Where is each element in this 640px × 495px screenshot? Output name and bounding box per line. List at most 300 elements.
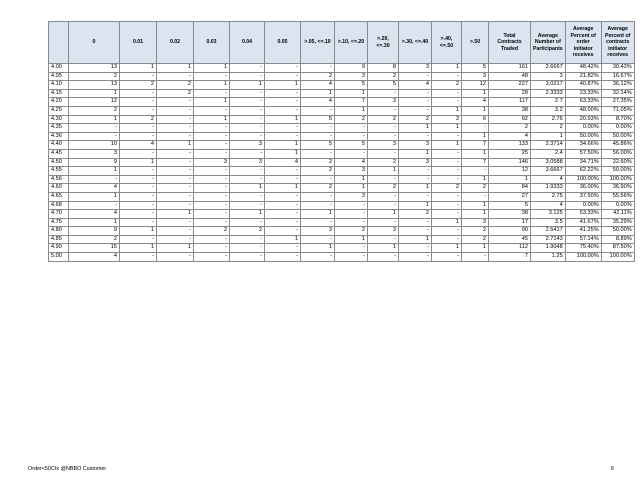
table-cell: 1 (462, 210, 489, 219)
table-cell: 1 (489, 175, 531, 184)
table-cell: - (301, 64, 335, 73)
column-header: 0.01 (120, 22, 157, 64)
table-cell: - (368, 124, 399, 133)
table-cell: - (120, 89, 157, 98)
table-cell: - (157, 149, 194, 158)
table-cell: 100.00% (601, 175, 634, 184)
table-cell: - (194, 218, 230, 227)
table-cell: 90 (489, 227, 531, 236)
table-cell: - (462, 124, 489, 133)
table-cell: - (230, 64, 265, 73)
table-cell: - (432, 98, 462, 107)
table-row (49, 89, 635, 98)
table-cell: 1 (265, 141, 301, 150)
table-cell: - (230, 89, 265, 98)
table-cell: - (194, 253, 230, 262)
table-cell: 34.71% (565, 158, 601, 167)
table-cell: 84 (489, 184, 531, 193)
header-row (49, 22, 635, 64)
table-cell: 36.00% (565, 184, 601, 193)
table-cell: - (265, 227, 301, 236)
row-label-cell: 4.00 (49, 64, 69, 73)
table-cell: - (230, 218, 265, 227)
table-cell: 2 (194, 227, 230, 236)
table-cell: - (157, 192, 194, 201)
table-cell: 87.50% (601, 244, 634, 253)
table-cell: - (120, 167, 157, 176)
table-cell: 57.50% (565, 149, 601, 158)
table-row (49, 210, 635, 219)
row-label-cell: 4.30 (49, 115, 69, 124)
table-cell: 7 (462, 158, 489, 167)
table-cell: 75.40% (565, 244, 601, 253)
table-cell: - (69, 175, 120, 184)
table-cell: 100.00% (601, 253, 634, 262)
table-cell: 1 (69, 89, 120, 98)
table-cell: 42.11% (601, 210, 634, 219)
table-cell: - (157, 98, 194, 107)
table-cell: - (432, 210, 462, 219)
table-cell: 3 (194, 158, 230, 167)
row-label-cell: 4.36 (49, 132, 69, 141)
table-cell: 40.87% (565, 81, 601, 90)
table-cell: 37.50% (565, 192, 601, 201)
table-header (49, 22, 635, 64)
table-cell: 1 (265, 184, 301, 193)
table-cell: - (265, 201, 301, 210)
table-cell: 1 (335, 175, 368, 184)
table-cell: 12 (69, 98, 120, 107)
table-cell: 4 (335, 158, 368, 167)
table-cell: - (368, 253, 399, 262)
table-cell: 3.5 (531, 218, 566, 227)
table-cell: 3 (335, 72, 368, 81)
table-cell: 3.0588 (531, 158, 566, 167)
table-cell: 4 (69, 210, 120, 219)
row-label-cell: 4.35 (49, 124, 69, 133)
table-cell: - (399, 89, 432, 98)
table-cell: 1.9048 (531, 244, 566, 253)
table-cell: - (335, 149, 368, 158)
table-cell: - (265, 253, 301, 262)
table-cell: - (157, 218, 194, 227)
table-cell: 2 (432, 81, 462, 90)
table-cell: 32.14% (601, 89, 634, 98)
table-cell: - (265, 106, 301, 115)
table-cell: 2 (120, 115, 157, 124)
table-cell: 227 (489, 81, 531, 90)
table-cell: 2 (301, 167, 335, 176)
table-cell: 2.3714 (531, 141, 566, 150)
table-cell: 3 (399, 141, 432, 150)
table-cell: 1 (432, 106, 462, 115)
table-cell: 3 (335, 192, 368, 201)
table-cell: 1 (399, 184, 432, 193)
table-cell: - (432, 132, 462, 141)
table-cell: 2 (69, 72, 120, 81)
table-cell: 57.14% (565, 235, 601, 244)
table-cell: 4 (265, 158, 301, 167)
table-cell: - (69, 132, 120, 141)
table-cell: - (157, 124, 194, 133)
table-cell: 17 (489, 218, 531, 227)
table-cell: - (432, 149, 462, 158)
table-cell: - (301, 175, 335, 184)
table-cell: - (230, 167, 265, 176)
table-cell: 2.7143 (531, 235, 566, 244)
table-cell: 2.6667 (531, 64, 566, 73)
row-label-cell: 4.20 (49, 98, 69, 107)
table-cell: - (120, 201, 157, 210)
table-cell: 1 (531, 132, 566, 141)
column-header (49, 22, 69, 64)
table-cell: - (368, 106, 399, 115)
table-cell: - (265, 218, 301, 227)
table-cell: 50.00% (601, 132, 634, 141)
table-cell: - (120, 235, 157, 244)
table-cell: 1 (265, 235, 301, 244)
row-label-cell: 4.68 (49, 201, 69, 210)
column-header: 0.05 (265, 22, 301, 64)
table-cell: 1 (120, 244, 157, 253)
table-cell: 1 (194, 64, 230, 73)
table-row (49, 115, 635, 124)
table-cell: 7 (462, 141, 489, 150)
table-cell: - (432, 175, 462, 184)
row-label-cell: 4.25 (49, 106, 69, 115)
table-cell: 41.67% (565, 218, 601, 227)
table-cell: 4 (69, 184, 120, 193)
table-cell: 3 (399, 158, 432, 167)
table-cell: 1 (335, 106, 368, 115)
row-label-cell: 4.90 (49, 244, 69, 253)
table-cell: 2 (301, 72, 335, 81)
table-cell: - (399, 72, 432, 81)
table-row (49, 235, 635, 244)
table-cell: - (194, 132, 230, 141)
table-cell: 1 (265, 81, 301, 90)
table-cell: 2 (157, 81, 194, 90)
table-cell: 45.86% (601, 141, 634, 150)
row-label-cell: 4.45 (49, 149, 69, 158)
table-cell: - (194, 124, 230, 133)
table-cell: - (120, 210, 157, 219)
table-row (49, 132, 635, 141)
table-cell: 1 (194, 115, 230, 124)
row-label-cell: 4.40 (49, 141, 69, 150)
table-cell: 2 (399, 115, 432, 124)
table-cell: - (120, 184, 157, 193)
table-cell: - (265, 175, 301, 184)
table-cell: - (432, 89, 462, 98)
table-cell: 2 (301, 158, 335, 167)
table-cell: 161 (489, 64, 531, 73)
table-cell: 0.00% (601, 201, 634, 210)
table-cell: 30.43% (601, 64, 634, 73)
table-cell: 2 (230, 227, 265, 236)
table-cell: - (368, 192, 399, 201)
table-cell: - (335, 201, 368, 210)
table-cell: 1 (157, 244, 194, 253)
table-cell: 5 (368, 81, 399, 90)
table-cell: - (335, 253, 368, 262)
table-row (49, 253, 635, 262)
table-cell: 1 (399, 235, 432, 244)
table-cell: 1 (432, 218, 462, 227)
table-cell: 1 (230, 184, 265, 193)
table-row (49, 124, 635, 133)
column-header: >.10, <=.20 (335, 22, 368, 64)
table-cell: - (120, 98, 157, 107)
table-cell: - (120, 124, 157, 133)
table-row (49, 98, 635, 107)
table-cell: 1 (335, 89, 368, 98)
table-row (49, 149, 635, 158)
table-row (49, 72, 635, 81)
table-cell: 112 (489, 244, 531, 253)
table-cell: 38 (489, 210, 531, 219)
table-cell: 2 (432, 184, 462, 193)
table-row (49, 64, 635, 73)
table-cell: - (230, 235, 265, 244)
table-cell: - (399, 106, 432, 115)
column-header: 0 (69, 22, 120, 64)
table-cell: 56.00% (601, 149, 634, 158)
table-cell: 1 (335, 235, 368, 244)
table-cell: 36.90% (601, 184, 634, 193)
row-label-cell: 4.80 (49, 227, 69, 236)
column-header: >.30, <=.40 (399, 22, 432, 64)
table-cell: 1 (368, 244, 399, 253)
table-cell: 3 (432, 115, 462, 124)
table-cell: 1 (335, 184, 368, 193)
table-cell: - (335, 124, 368, 133)
table-cell: - (265, 210, 301, 219)
table-cell: - (335, 218, 368, 227)
table-cell: 13 (69, 64, 120, 73)
table-cell: 2 (368, 115, 399, 124)
table-cell: 3 (230, 158, 265, 167)
table-cell: 1 (301, 244, 335, 253)
column-header: Total Contracts Traded (489, 22, 531, 64)
table-cell: - (194, 175, 230, 184)
table-cell: 1 (157, 141, 194, 150)
table-cell: - (399, 192, 432, 201)
table-cell: 48 (489, 72, 531, 81)
table-cell: - (368, 89, 399, 98)
table-cell: - (230, 201, 265, 210)
table-cell: 1 (432, 141, 462, 150)
table-cell: 2 (120, 81, 157, 90)
table-cell: 1 (432, 64, 462, 73)
table-cell: 3 (368, 227, 399, 236)
table-cell: - (301, 218, 335, 227)
table-cell: - (368, 218, 399, 227)
table-cell: 1 (69, 167, 120, 176)
table-cell: - (120, 106, 157, 115)
table-cell: 1 (462, 149, 489, 158)
table-cell: 133 (489, 141, 531, 150)
table-cell: 2 (157, 89, 194, 98)
row-label-cell: 4.65 (49, 192, 69, 201)
table-body (49, 64, 635, 262)
data-table (48, 21, 635, 262)
table-cell: - (194, 235, 230, 244)
table-cell: - (230, 72, 265, 81)
table-cell: - (368, 175, 399, 184)
table-cell: 1 (230, 81, 265, 90)
table-cell: - (265, 98, 301, 107)
table-cell: 45 (489, 235, 531, 244)
table-cell: 3 (368, 141, 399, 150)
table-cell: - (157, 115, 194, 124)
table-cell: 5 (301, 141, 335, 150)
table-cell: 2.5417 (531, 227, 566, 236)
table-cell: - (69, 124, 120, 133)
column-header: Average Number of Participants (531, 22, 566, 64)
table-cell: 1 (462, 89, 489, 98)
table-cell: - (301, 124, 335, 133)
row-label-cell: 4.70 (49, 210, 69, 219)
table-cell: 2 (335, 227, 368, 236)
table-cell: 27 (489, 192, 531, 201)
table-cell: 38 (489, 106, 531, 115)
table-cell: 1 (462, 244, 489, 253)
table-cell: 2 (368, 184, 399, 193)
table-cell: 15 (69, 244, 120, 253)
column-header: >.05, <=.10 (301, 22, 335, 64)
table-row (49, 175, 635, 184)
table-cell: 3 (69, 149, 120, 158)
table-cell: 8 (368, 64, 399, 73)
table-cell: 1 (462, 132, 489, 141)
table-cell: 12 (489, 167, 531, 176)
table-cell: - (120, 149, 157, 158)
table-cell: 117 (489, 98, 531, 107)
table-cell: - (157, 72, 194, 81)
table-cell: - (399, 132, 432, 141)
table-cell: - (157, 184, 194, 193)
table-cell: 1 (120, 64, 157, 73)
table-cell: - (194, 89, 230, 98)
table-cell: 63.33% (565, 98, 601, 107)
table-row (49, 141, 635, 150)
table-row (49, 227, 635, 236)
table-cell: 9 (69, 158, 120, 167)
table-cell: 1.9333 (531, 184, 566, 193)
table-cell: - (194, 141, 230, 150)
row-label-cell: 4.56 (49, 175, 69, 184)
table-cell: - (194, 184, 230, 193)
footer-label: Order<50Ctx @NBBO Customer (28, 466, 107, 472)
table-cell: - (120, 253, 157, 262)
table-cell: 48.00% (565, 106, 601, 115)
table-cell: - (194, 192, 230, 201)
row-label-cell: 4.60 (49, 184, 69, 193)
table-cell: 23.33% (565, 89, 601, 98)
table-row (49, 201, 635, 210)
table-cell: 2 (335, 115, 368, 124)
table-cell: 1 (265, 149, 301, 158)
table-cell: 3 (531, 72, 566, 81)
table-cell: - (335, 132, 368, 141)
table-row (49, 244, 635, 253)
table-cell: - (194, 201, 230, 210)
table-cell: 36.12% (601, 81, 634, 90)
table-cell: 1 (230, 210, 265, 219)
table-cell: 25 (489, 149, 531, 158)
table-cell: 22.60% (601, 158, 634, 167)
table-cell: - (301, 132, 335, 141)
table-cell: 2 (531, 124, 566, 133)
row-label-cell: 5.00 (49, 253, 69, 262)
row-label-cell: 4.10 (49, 81, 69, 90)
column-header: Average Percent of order initiator receives (565, 22, 601, 64)
table-cell: 2.75 (531, 192, 566, 201)
table-cell: 2 (69, 235, 120, 244)
table-cell: 4 (399, 81, 432, 90)
table-cell: 0.00% (601, 124, 634, 133)
table-cell: 35.29% (601, 218, 634, 227)
table-cell: 3.125 (531, 210, 566, 219)
table-cell: 1 (462, 175, 489, 184)
table-cell: 3 (368, 98, 399, 107)
table-cell: 3.6667 (531, 167, 566, 176)
table-cell: 8.70% (601, 115, 634, 124)
table-cell: 7 (489, 253, 531, 262)
table-cell: - (230, 253, 265, 262)
table-cell: 50.00% (601, 227, 634, 236)
table-cell: - (399, 98, 432, 107)
table-cell: 2.3333 (531, 89, 566, 98)
table-cell: 1 (69, 115, 120, 124)
table-cell: 50.00% (601, 167, 634, 176)
table-cell: 1 (462, 106, 489, 115)
table-cell: - (157, 253, 194, 262)
table-cell: - (368, 132, 399, 141)
table-row (49, 106, 635, 115)
table-cell: 12 (462, 81, 489, 90)
column-header: 0.02 (157, 22, 194, 64)
table-cell: 20.93% (565, 115, 601, 124)
table-cell: 21.82% (565, 72, 601, 81)
table-cell: - (301, 106, 335, 115)
table-cell: - (265, 244, 301, 253)
table-cell: 1 (120, 227, 157, 236)
table-cell: 0.00% (565, 124, 601, 133)
table-cell: - (432, 72, 462, 81)
table-cell: 2 (462, 184, 489, 193)
table-cell: 9 (335, 64, 368, 73)
table-cell: 1 (399, 149, 432, 158)
table-row (49, 81, 635, 90)
table-cell: - (432, 192, 462, 201)
table-cell: 28 (489, 89, 531, 98)
table-cell: - (120, 218, 157, 227)
table-cell: 1 (157, 210, 194, 219)
table-cell: 1 (432, 244, 462, 253)
table-cell: 2 (69, 106, 120, 115)
table-cell: - (157, 132, 194, 141)
table-cell: 50.00% (565, 132, 601, 141)
table-cell: - (368, 235, 399, 244)
table-cell: 1 (69, 218, 120, 227)
table-cell: 62.22% (565, 167, 601, 176)
table-cell: 4 (69, 253, 120, 262)
table-cell: - (230, 132, 265, 141)
row-label-cell: 4.05 (49, 72, 69, 81)
table-row (49, 167, 635, 176)
